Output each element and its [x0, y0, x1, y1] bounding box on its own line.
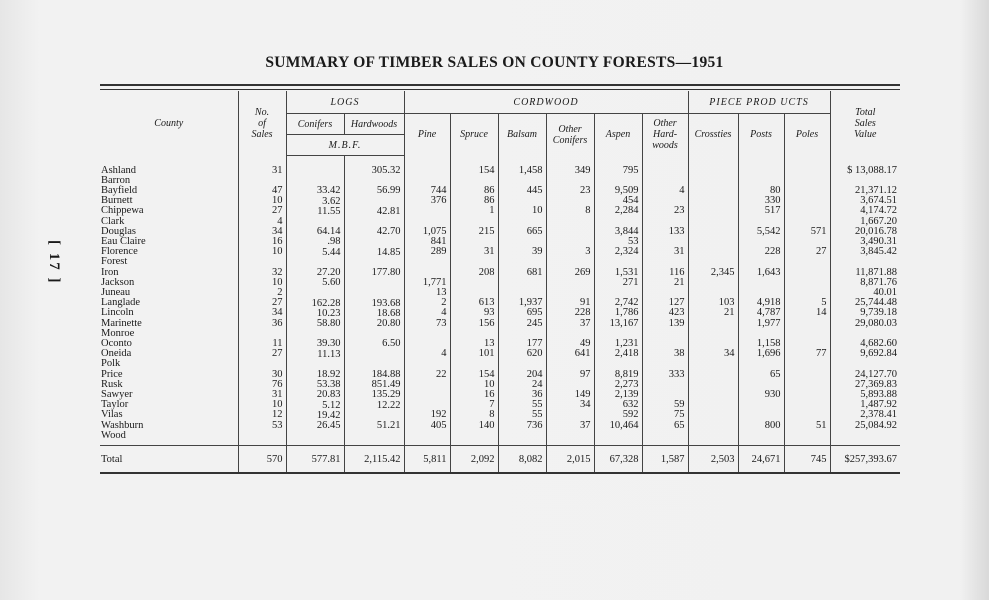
total-aspen: 67,328 — [594, 445, 642, 473]
total-sales-value: $257,393.67 — [830, 445, 900, 473]
header-other-conifers: Other Conifers — [546, 114, 594, 156]
total-value-column: $ 13,088.17 21,371.12 3,674.51 4,174.72 1,667.20 20,016.78 3,490.31 3,845.42 11,871.88 8,871.76 40.01 25,744.48 9,739.18 29,080.03 4,682.60 9,692.84 24,127.70 27,369.83 5,893.88 1,487.92 2,378.41 25,084.92 — [830, 156, 900, 446]
total-hardwoods: 2,115.42 — [344, 445, 404, 473]
sales-column: 31 47 10 27 4 34 16 10 32 10 2 27 34 36 11 27 30 76 31 10 12 53 — [238, 156, 286, 446]
total-crossties: 2,503 — [688, 445, 738, 473]
header-total-value: Total Sales Value — [830, 91, 900, 156]
header-pine: Pine — [404, 114, 450, 156]
poles-column: 571 27 5 14 77 51 — [784, 156, 830, 446]
page-number: [ 17 ] — [46, 240, 62, 285]
timber-sales-table — [100, 91, 900, 474]
county-column: Ashland Barron Bayfield Burnett Chippewa Clark Douglas Eau Claire Florence Forest Iron Jackson Juneau Langlade Lincoln Marinette Monroe Oconto Oneida Polk Price Rusk Sawyer Taylor Vilas Washburn Wood — [100, 156, 238, 446]
header-aspen: Aspen — [594, 114, 642, 156]
header-hardwoods: Hardwoods — [344, 114, 404, 135]
hardwoods-column: 305.32 56.99 42.81 42.70 14.85 177.80 193.68 18.68 20.80 6.50 184.88 851.49 135.29 12.22 51.21 — [344, 156, 404, 446]
header-piece-products: PIECE PROD UCTS — [688, 91, 830, 114]
header-conifers: Conifers — [286, 114, 344, 135]
header-posts: Posts — [738, 114, 784, 156]
totals-row — [100, 445, 900, 473]
conifers-column: 33.42 3.62 11.55 64.14 .98 5.44 27.20 5.60 162.28 10.23 58.80 39.30 11.13 18.92 53.38 20.83 5.12 19.42 26.45 — [286, 156, 344, 446]
total-spruce: 2,092 — [450, 445, 498, 473]
header-poles: Poles — [784, 114, 830, 156]
header-county: County — [154, 117, 184, 129]
total-sales: 570 — [238, 445, 286, 473]
page-title: SUMMARY OF TIMBER SALES ON COUNTY FORESTS—1951 — [265, 54, 724, 71]
header-spruce: Spruce — [450, 114, 498, 156]
header-other-hardwoods: Other Hard- woods — [642, 114, 688, 156]
total-label: Total — [100, 445, 238, 473]
crossties-column: 2,345 103 21 34 — [688, 156, 738, 446]
header-crossties: Crossties — [688, 114, 738, 156]
other-hardwoods-column: 4 23 133 31 116 21 127 423 139 38 333 59 75 65 — [642, 156, 688, 446]
top-rule — [100, 84, 900, 86]
header-cordwood: CORDWOOD — [404, 91, 688, 114]
header-balsam: Balsam — [498, 114, 546, 156]
other-conifers-column: 349 23 8 3 269 91 228 37 49 641 97 149 34 37 — [546, 156, 594, 446]
total-other-conifers: 2,015 — [546, 445, 594, 473]
total-other-hardwoods: 1,587 — [642, 445, 688, 473]
posts-column: 80 330 517 5,542 228 1,643 4,918 4,787 1,977 1,158 1,696 65 930 800 — [738, 156, 784, 446]
header-mbf: M.B.F. — [286, 135, 404, 156]
aspen-column: 795 9,509 454 2,284 3,844 53 2,324 1,531 271 2,742 1,786 13,167 1,231 2,418 8,819 2,273 2,139 632 592 10,464 — [594, 156, 642, 446]
total-poles: 745 — [784, 445, 830, 473]
total-balsam: 8,082 — [498, 445, 546, 473]
header-logs: LOGS — [286, 91, 404, 114]
total-posts: 24,671 — [738, 445, 784, 473]
total-pine: 5,811 — [404, 445, 450, 473]
header-sales: No. of Sales — [238, 91, 286, 156]
top-rule-thin — [100, 89, 900, 90]
pine-column: 744 376 1,075 841 289 1,771 13 2 4 73 4 22 192 405 — [404, 156, 450, 446]
balsam-column: 1,458 445 10 665 39 681 1,937 695 245 177 620 204 24 36 55 55 736 — [498, 156, 546, 446]
total-conifers: 577.81 — [286, 445, 344, 473]
spruce-column: 154 86 86 1 215 31 208 613 93 156 13 101 154 10 16 7 8 140 — [450, 156, 498, 446]
